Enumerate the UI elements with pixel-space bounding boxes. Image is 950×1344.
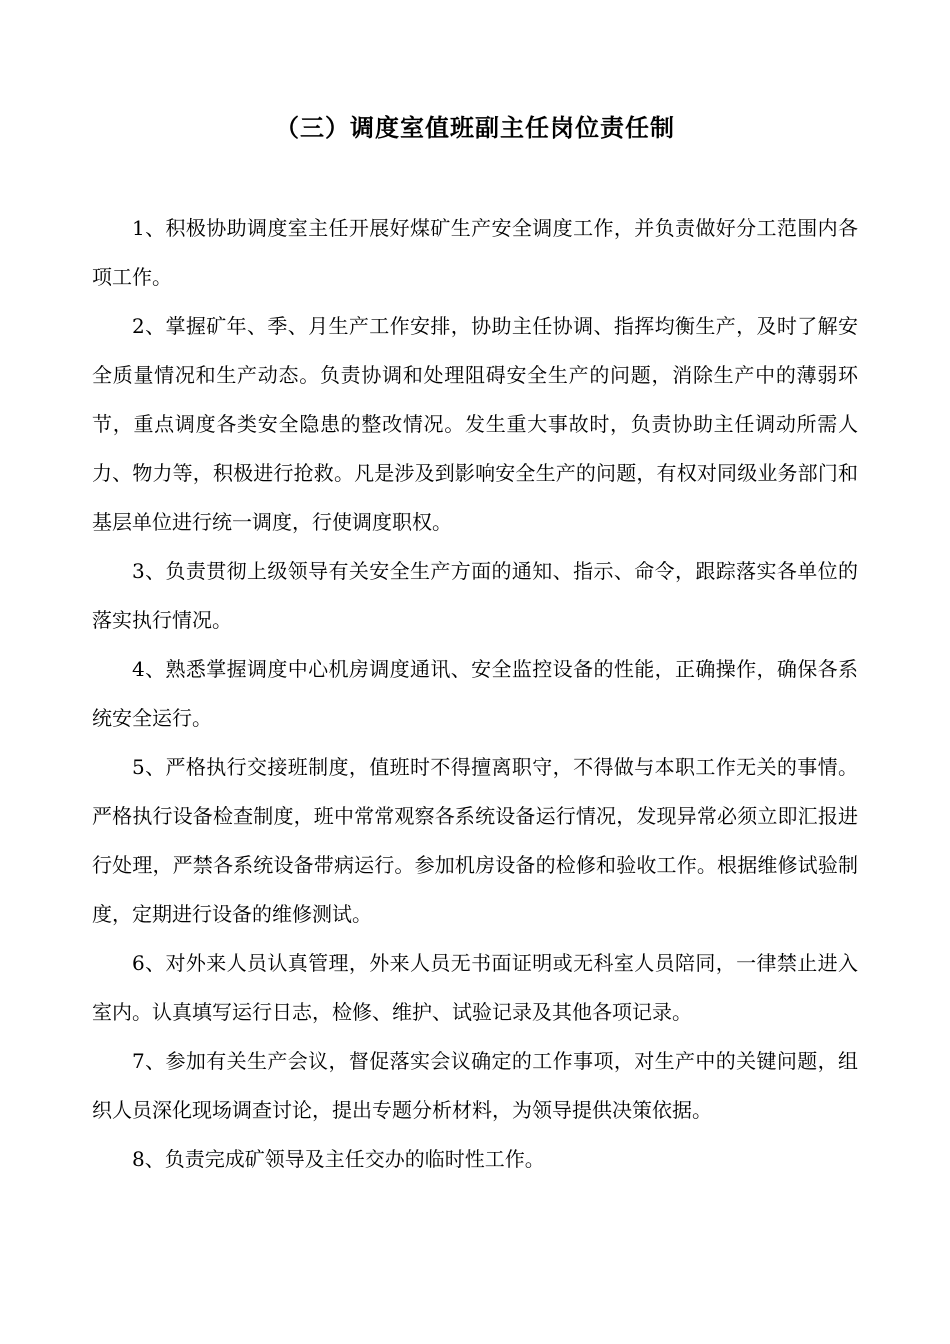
paragraph-8: 8、负责完成矿领导及主任交办的临时性工作。	[132, 1147, 545, 1171]
document-title: （三）调度室值班副主任岗位责任制	[275, 114, 675, 142]
paragraph-3: 3、负责贯彻上级领导有关安全生产方面的通知、指示、命令，跟踪落实各单位的落实执行情况。	[92, 559, 858, 632]
paragraph-7: 7、参加有关生产会议，督促落实会议确定的工作事项，对生产中的关键问题，组织人员深化现场调查讨论，提出专题分析材料，为领导提供决策依据。	[92, 1049, 858, 1122]
paragraph-5: 5、严格执行交接班制度，值班时不得擅离职守，不得做与本职工作无关的事情。严格执行设备检查制度，班中常常观察各系统设备运行情况，发现异常必须立即汇报进行处理，严禁各系统设备带病运行。参加机房设备的检修和验收工作。根据维修试验制度，定期进行设备的维修测试。	[92, 755, 858, 926]
paragraph-1: 1、积极协助调度室主任开展好煤矿生产安全调度工作，并负责做好分工范围内各项工作。	[92, 216, 858, 289]
paragraph-4: 4、熟悉掌握调度中心机房调度通讯、安全监控设备的性能，正确操作，确保各系统安全运行。	[92, 657, 858, 730]
paragraph-6: 6、对外来人员认真管理，外来人员无书面证明或无科室人员陪同，一律禁止进入室内。认真填写运行日志，检修、维护、试验记录及其他各项记录。	[92, 951, 858, 1024]
paragraph-2: 2、掌握矿年、季、月生产工作安排，协助主任协调、指挥均衡生产，及时了解安全质量情况和生产动态。负责协调和处理阻碍安全生产的问题，消除生产中的薄弱环节，重点调度各类安全隐患的整改情况。发生重大事故时，负责协助主任调动所需人力、物力等，积极进行抢救。凡是涉及到影响安全生产的问题，有权对同级业务部门和基层单位进行统一调度，行使调度职权。	[92, 314, 858, 534]
document-body	[92, 204, 858, 1184]
